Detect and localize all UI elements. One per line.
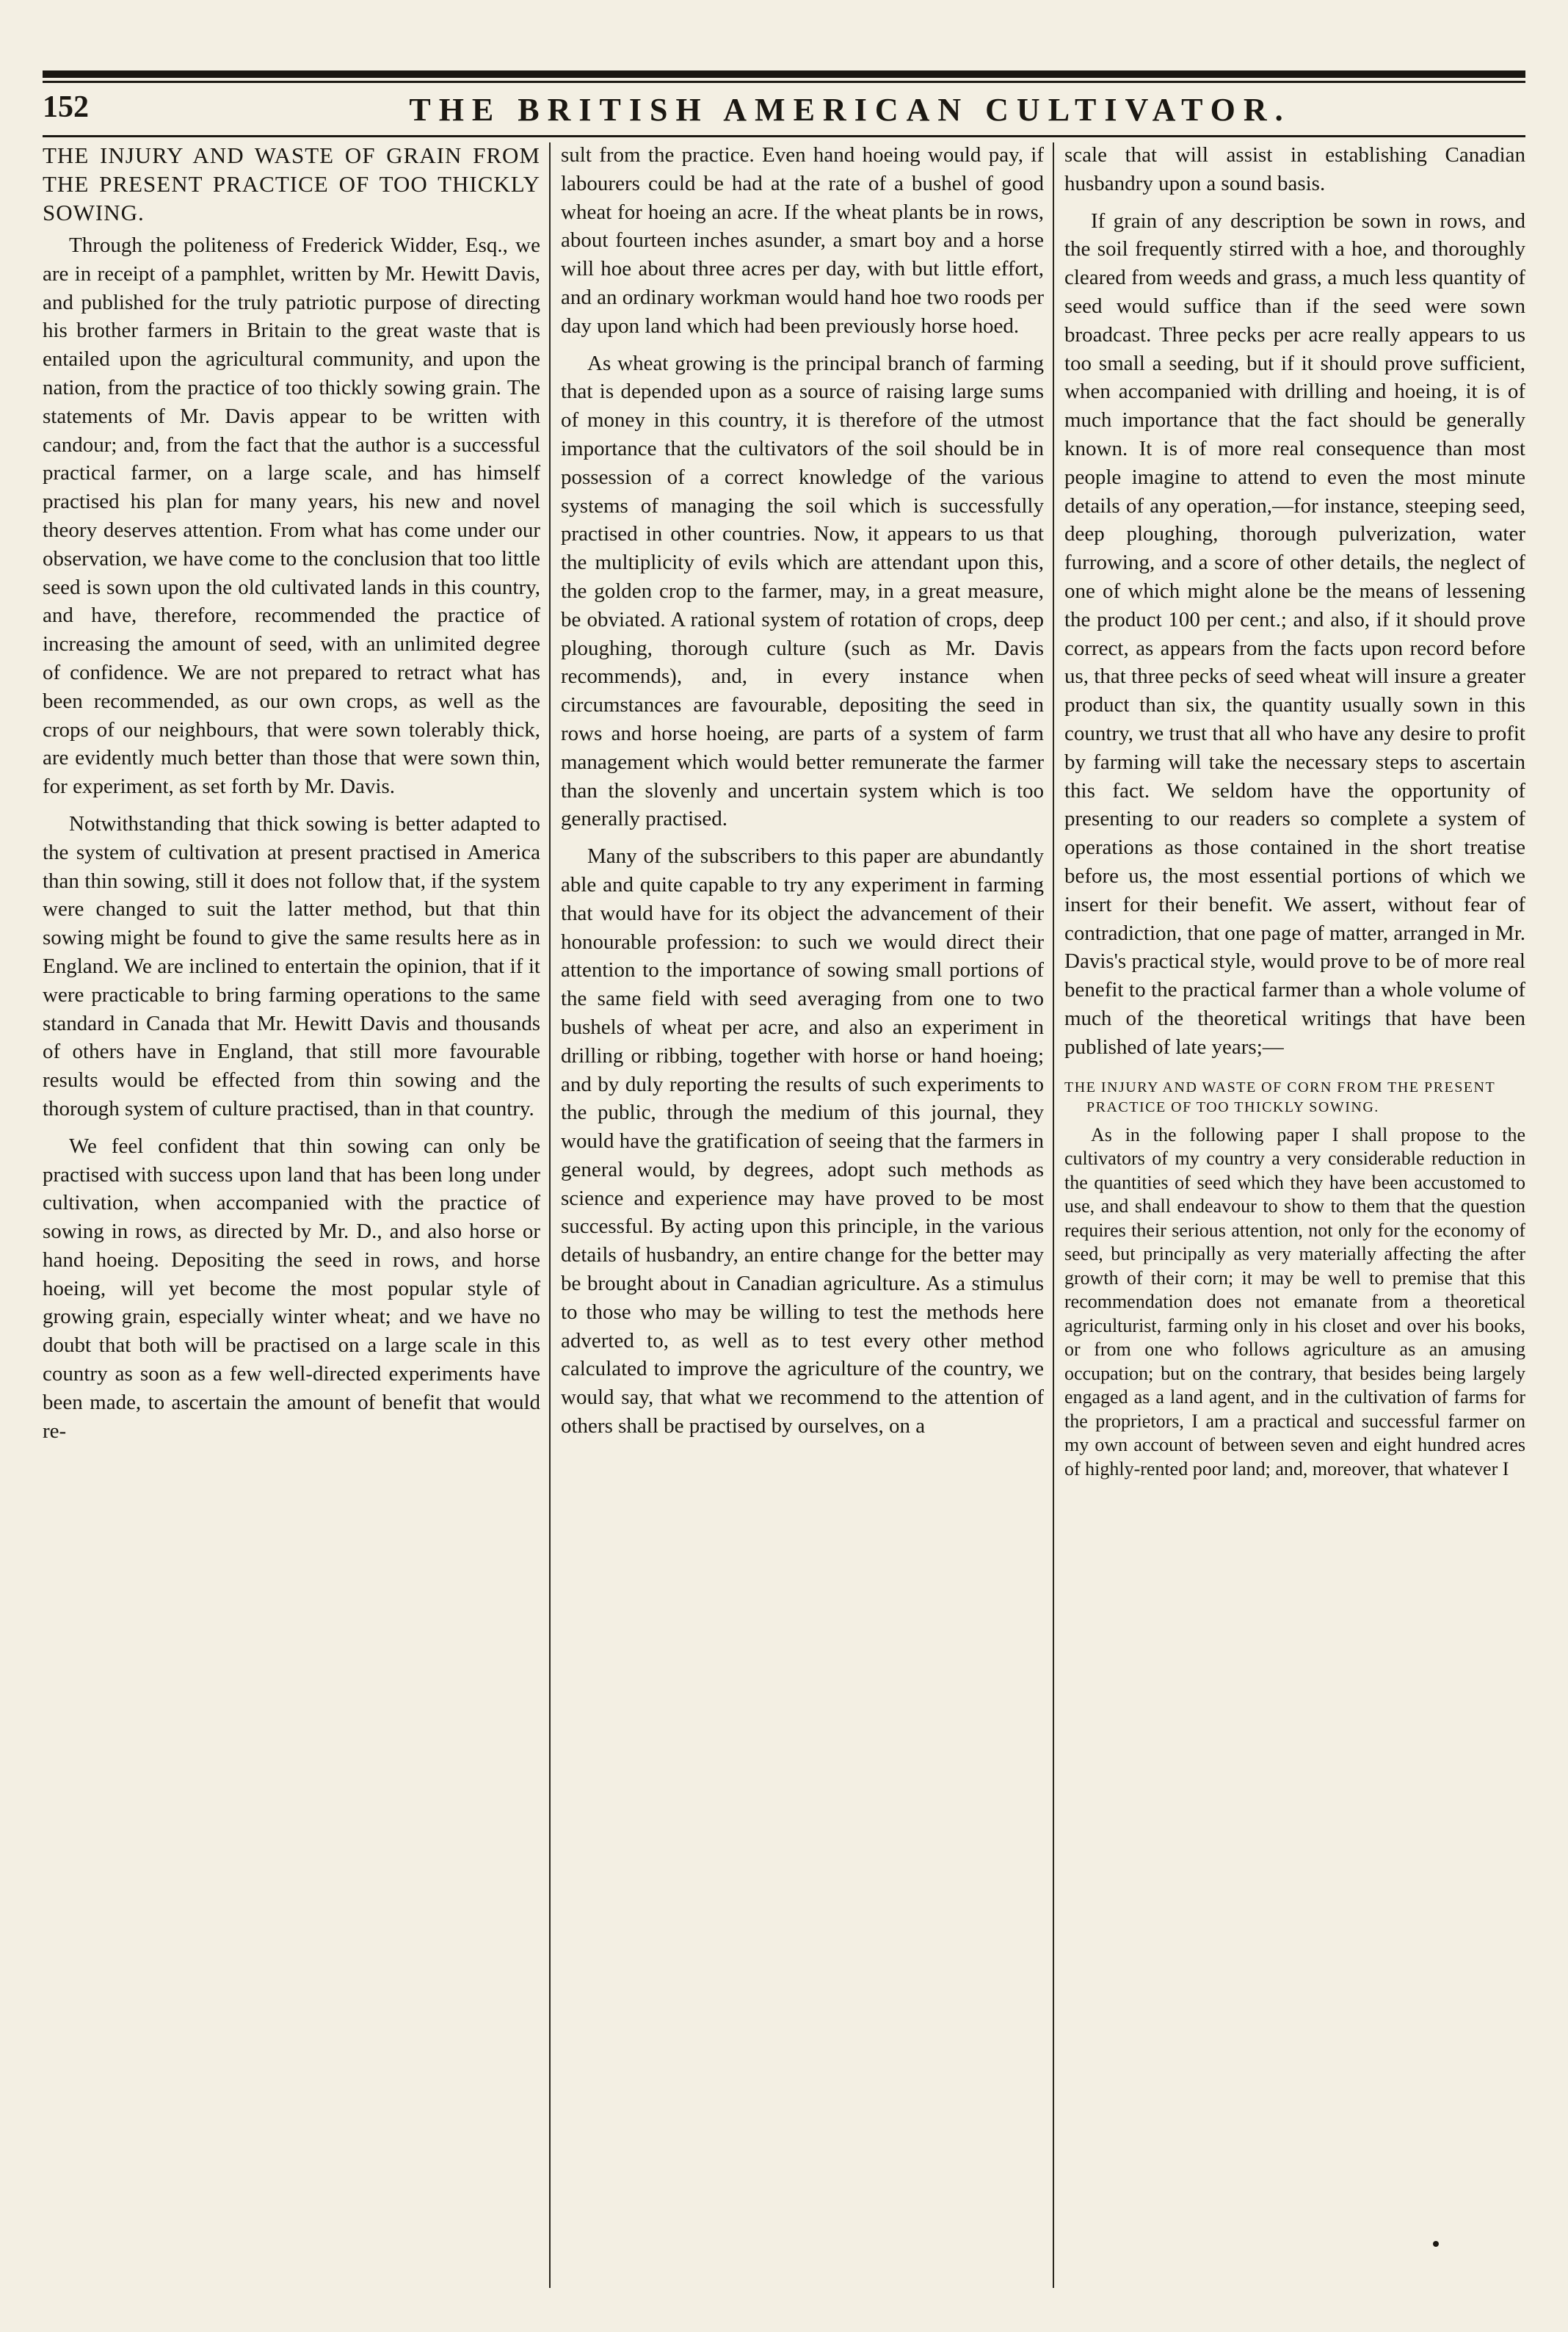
running-title: THE BRITISH AMERICAN CULTIVATOR. (409, 92, 1291, 128)
paragraph: sult from the practice. Even hand hoeing would pay, if labourers could be had at the rate of a bushel of good wheat for hoeing an acre. If the wheat plants be in rows, about fourteen inches asunder, a smart boy and a horse will hoe about three acres per day, with but little effort, and an ordinary workman would hand hoe two roods per day upon land which had been previously horse hoed. (561, 143, 1044, 338)
page-number: 152 (43, 90, 89, 124)
print-mark (1433, 2241, 1439, 2247)
paragraph: As wheat growing is the principal branch of farming that is depended upon as a source of raising large sums of money in this country, it is therefore of the utmost importance that the cultivators of the soil should be in possession of a correct knowledge of the various systems of managing the soil which is successfully practised in other countries. Now, it appears to us that the multiplicity of evils which are attendant upon this, the golden crop to the farmer, may, in a great measure, be obviated. A rational system of rotation of crops, deep ploughing, thorough culture (such as Mr. Davis recommends), and, in every instance when circumstances are favourable, depositing the seed in rows and horse hoeing, are parts of a system of farm management which would better remunerate the farmer than the slovenly and uncertain system which is too generally practised. (561, 351, 1044, 831)
column-2 (561, 141, 1044, 2288)
paragraph: Through the politeness of Frederick Widder, Esq., we are in receipt of a pamphlet, written by Mr. Hewitt Davis, and published for the truly patriotic purpose of directing his brother farmers in Britain to the great waste that is entailed upon the agricultural community, and upon the nation, from the practice of too thickly sowing grain. The statements of Mr. Davis appear to be written with candour; and, from the fact that the author is a successful practical farmer, on a large scale, and has himself practised his plan for many years, his new and novel theory deserves attention. From what has come under our observation, we have come to the conclusion that too little seed is sown upon the old cultivated lands in this country, and have, therefore, recommended the practice of increasing the amount of seed, with an unlimited degree of confidence. We are not prepared to retract what has been recommended, as our own crops, as well as the crops of our neighbours, that were sown tolerably thick, are evidently much better than those that were sown thin, for experiment, as set forth by Mr. Davis. (43, 233, 540, 799)
article-title: THE INJURY AND WASTE OF GRAIN FROM THE PRESENT PRACTICE OF TOO THICKLY SOWING. (43, 142, 540, 225)
column-divider (549, 142, 551, 2288)
header-rule (43, 135, 1525, 137)
paragraph: Notwithstanding that thick sowing is better adapted to the system of cultivation at present practised in America than thin sowing, still it does not follow that, if the system were changed to suit the latter method, but that thin sowing might be found to give the same results here as in England. We are inclined to entertain the opinion, that if it were practicable to bring farming operations to the same standard in Canada that Mr. Hewitt Davis and thousands of others have in England, that still more favourable results would be effected from thin sowing and the thorough system of culture practised, than in that country. (43, 811, 540, 1120)
paragraph: If grain of any description be sown in rows, and the soil frequently stirred with a hoe, and thoroughly cleared from weeds and grass, a much less quantity of seed would suffice than if the seed were sown broadcast. Three pecks per acre really appears to us too small a seeding, but if it should prove sufficient, when accompanied with drilling and hoeing, it is of much importance that the fact should be generally known. It is of more real consequence than most people imagine to attend to even the most minute details of any operation,—for instance, steeping seed, deep ploughing, thorough pulverization, water furrowing, and a score of other details, the neglect of one of which might alone be the means of lessening the product 100 per cent.; and also, if it should prove correct, as appears from the facts upon record before us, that three pecks of seed wheat will insure a greater product than six, the quantity usually sown in this country, we trust that all who have any desire to profit by farming will take the necessary steps to ascertain this fact. We seldom have the opportunity of presenting to our readers so complete a system of operations as those contained in the short treatise before us, the most essential portions of which we insert for their benefit. We assert, without fear of contradiction, that one page of matter, arranged in Mr. Davis's practical style, would prove to be of more real benefit to the practical farmer than a whole volume of much of the theoretical writings that have been published of late years;— (1064, 209, 1525, 1059)
column-3 (1064, 141, 1525, 2288)
excerpt (1064, 1123, 1525, 1482)
top-border-rule (43, 70, 1525, 78)
excerpt-heading: THE INJURY AND WASTE OF CORN FROM THE PRESENT PRACTICE OF TOO THICKLY SOWING. (1064, 1079, 1495, 1115)
paragraph: scale that will assist in establishing Canadian husbandry upon a sound basis. (1064, 143, 1525, 195)
paragraph: We feel confident that thin sowing can only be practised with success upon land that has been long under cultivation, when accompanied with the practice of sowing in rows, as directed by Mr. D., and also horse or hand hoeing. Depositing the seed in rows, and horse hoeing, will yet become the most popular style of growing grain, especially winter wheat; and we have no doubt that both will be practised on a large scale in this country as soon as a few well-directed experiments have been made, to ascertain the amount of benefit that would re- (43, 1134, 540, 1443)
page-header (43, 87, 1525, 131)
paragraph: As in the following paper I shall propose to the cultivators of my country a very considerable reduction in the quantities of seed which they have been accustomed to use, and shall endeavour to show to them that the question requires their serious attention, not only for the economy of seed, but principally as very materially affecting the after growth of their corn; it may be well to premise that this recommendation does not emanate from a theoretical agriculturist, farming only in his closet and over his books, or from one who follows agriculture as an amusing occupation; but on the contrary, that besides being largely engaged as a land agent, and in the cultivation of farms for the proprietors, I am a practical and successful farmer on my own account of between seven and eight hundred acres of highly-rented poor land; and, moreover, that whatever I (1064, 1123, 1525, 1480)
column-divider (1053, 142, 1054, 2288)
paragraph: Many of the subscribers to this paper are abundantly able and quite capable to try any experiment in farming that would have for its object the advancement of their honourable profession: to such we would direct their attention to the importance of sowing small portions of the same field with seed averaging from one to two bushels of wheat per acre, and also an experiment in drilling or ribbing, together with horse or hand hoeing; and by duly reporting the results of such experiments to the public, through the medium of this journal, they would have the gratification of seeing that the farmers in general would, by degrees, adopt such methods as science and experience may have proved to be most successful. By acting upon this principle, in the various details of husbandry, an entire change for the better may be brought about in Canadian agriculture. As a stimulus to those who may be willing to test the methods here adverted to, as well as to test every other method calculated to improve the agriculture of the country, we would say, that what we recommend to the attention of others shall be practised by ourselves, on a (561, 844, 1044, 1438)
top-border-rule-thin (43, 81, 1525, 83)
article-columns (43, 141, 1525, 2288)
column-1 (43, 141, 540, 2288)
